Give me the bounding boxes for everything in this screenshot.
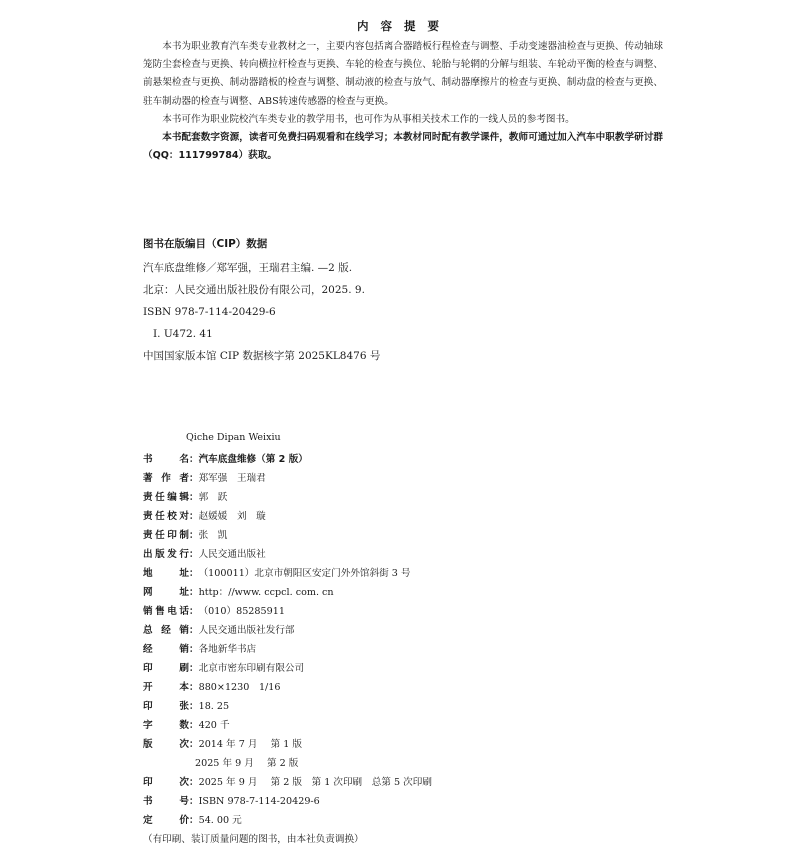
- colophon-row-sales-phone: 销售电话：（010）85285911: [143, 602, 663, 621]
- row-value: 赵媛媛 刘 璇: [198, 511, 266, 522]
- row-label: 印次: [143, 777, 189, 788]
- row-value: （100011）北京市朝阳区安定门外外馆斜街 3 号: [198, 568, 411, 579]
- colophon-row-edition-continued: [143, 754, 663, 773]
- row-label: 总经销: [143, 625, 189, 636]
- colophon-row-edition: 版次：2014 年 7 月 第 1 版: [143, 735, 663, 754]
- row-value: 2025 年 9 月: [198, 777, 258, 788]
- summary-line: 球笼防尘套检查与更换、转向横拉杆检查与更换、车轮的检查与换位、轮胎与轮辋的分解与组装、车轮动平衡的检查与调: [143, 41, 663, 71]
- row-label: 书名: [143, 454, 189, 465]
- romanized-title: Qiche Dipan Weixiu: [186, 432, 281, 443]
- row-value: 人民交通出版社发行部: [198, 625, 295, 636]
- colophon-row-isbn: 书号：ISBN 978-7-114-20429-6: [143, 792, 663, 811]
- row-label: 印张: [143, 701, 189, 712]
- cip-line-classification: Ⅰ. U472. 41: [153, 328, 213, 340]
- row-label: 字数: [143, 720, 189, 731]
- cip-line-isbn: ISBN 978-7-114-20429-6: [143, 306, 276, 318]
- row-value: 54. 00 元: [198, 815, 242, 826]
- row-value: ISBN 978-7-114-20429-6: [198, 796, 320, 807]
- row-value: 2025 年 9 月: [195, 758, 254, 769]
- row-value: 18. 25: [198, 701, 230, 712]
- row-value: 郭 跃: [198, 492, 228, 503]
- row-value: 各地新华书店: [198, 644, 257, 655]
- colophon-row-proofreader: 责任校对：赵媛媛 刘 璇: [143, 507, 663, 526]
- summary-usage: 本书可作为职业院校汽车类专业的教学用书，也可作为从事相关技术工作的一线人员的参考图书。: [162, 113, 575, 125]
- digital-line: 群（QQ：111799784）获取。: [143, 132, 663, 162]
- row-value: （010）85285911: [198, 606, 285, 617]
- colophon-row-price: 定价：54. 00 元: [143, 811, 663, 830]
- row-value: 北京市密东印刷有限公司: [198, 663, 305, 674]
- row-value: 郑军强 王瑞君: [198, 473, 266, 484]
- row-label: 印刷: [143, 663, 189, 674]
- colophon-row-general-distributor: 总经销：人民交通出版社发行部: [143, 621, 663, 640]
- row-label: 开本: [143, 682, 189, 693]
- row-label: 责任校对: [143, 511, 189, 522]
- row-value: 880×1230 1/16: [198, 682, 281, 693]
- summary-line: 本书为职业教育汽车类专业教材之一，主要内容包括离合器踏板行程检查与调整、手动变速器油检查与更换、传动轴: [162, 41, 654, 52]
- colophon-row-authors: 著作者：郑军强 王瑞君: [143, 469, 663, 488]
- row-value: 2014 年 7 月: [198, 739, 258, 750]
- colophon-row-title: 书名：汽车底盘维修（第 2 版）: [143, 450, 663, 469]
- row-label: 网址: [143, 587, 189, 598]
- row-label: 责任编辑: [143, 492, 189, 503]
- quality-notice: （有印刷、装订质量问题的图书，由本社负责调换）: [143, 834, 364, 845]
- row-value: 420 千: [198, 720, 230, 731]
- colophon-row-distributor: 经销：各地新华书店: [143, 640, 663, 659]
- row-label: 版次: [143, 739, 189, 750]
- summary-title: 内 容 提 要: [356, 19, 443, 33]
- row-label: 销售电话: [143, 606, 189, 617]
- colophon-section: [143, 450, 663, 849]
- summary-section: [143, 38, 663, 165]
- row-value: 汽车底盘维修（第 2 版）: [198, 454, 308, 465]
- colophon-row-format: 开本：880×1230 1/16: [143, 678, 663, 697]
- row-label: 地址: [143, 568, 189, 579]
- digital-line: 本书配套数字资源，读者可免费扫码观看和在线学习；本教材同时配有教学课件，教师可通过加入汽车中职教学研讨: [162, 132, 654, 144]
- row-extra: 第 2 版 第 1 次印刷 总第 5 次印刷: [270, 777, 432, 788]
- cip-section: [143, 236, 663, 367]
- cip-title: 图书在版编目（CIP）数据: [143, 238, 268, 250]
- cip-line-title: 汽车底盘维修／郑军强，王瑞君主编. —2 版.: [143, 262, 353, 274]
- colophon-row-editor: 责任编辑：郭 跃: [143, 488, 663, 507]
- row-label: 出版发行: [143, 549, 189, 560]
- summary-digital-resources: [143, 129, 663, 165]
- summary-paragraph: [143, 38, 663, 111]
- row-value: 张 凯: [198, 530, 228, 541]
- row-label: 定价: [143, 815, 189, 826]
- row-value: http：//www. ccpcl. com. cn: [198, 587, 334, 598]
- colophon-row-sheets: 印张：18. 25: [143, 697, 663, 716]
- row-label: 书号: [143, 796, 189, 807]
- colophon-row-printing-supervisor: 责任印制：张 凯: [143, 526, 663, 545]
- row-label: 经销: [143, 644, 189, 655]
- colophon-row-printer: 印刷：北京市密东印刷有限公司: [143, 659, 663, 678]
- cip-line-publisher: 北京：人民交通出版社股份有限公司，2025. 9.: [143, 284, 365, 296]
- row-label: 责任印制: [143, 530, 189, 541]
- row-extra: 第 2 版: [267, 758, 299, 769]
- row-label: 著作者: [143, 473, 189, 484]
- summary-line: 换、驻车制动器的检查与调整、ABS转速传感器的检查与更换。: [143, 77, 664, 107]
- colophon-row-impression: 印次：2025 年 9 月 第 2 版 第 1 次印刷 总第 5 次印刷: [143, 773, 663, 792]
- colophon-row-website: 网址：http：//www. ccpcl. com. cn: [143, 583, 663, 602]
- colophon-row-publisher: 出版发行：人民交通出版社: [143, 545, 663, 564]
- row-value: 人民交通出版社: [198, 549, 266, 560]
- colophon-row-word-count: 字数：420 千: [143, 716, 663, 735]
- summary-line: 整、前悬架检查与更换、制动器踏板的检查与调整、制动液的检查与放气、制动器摩擦片的检查与更换、制动盘的检查与更: [143, 59, 664, 89]
- colophon-row-address: 地址：（100011）北京市朝阳区安定门外外馆斜街 3 号: [143, 564, 663, 583]
- row-extra: 第 1 版: [270, 739, 302, 750]
- cip-line-record-number: 中国国家版本馆 CIP 数据核字第 2025KL8476 号: [143, 350, 381, 362]
